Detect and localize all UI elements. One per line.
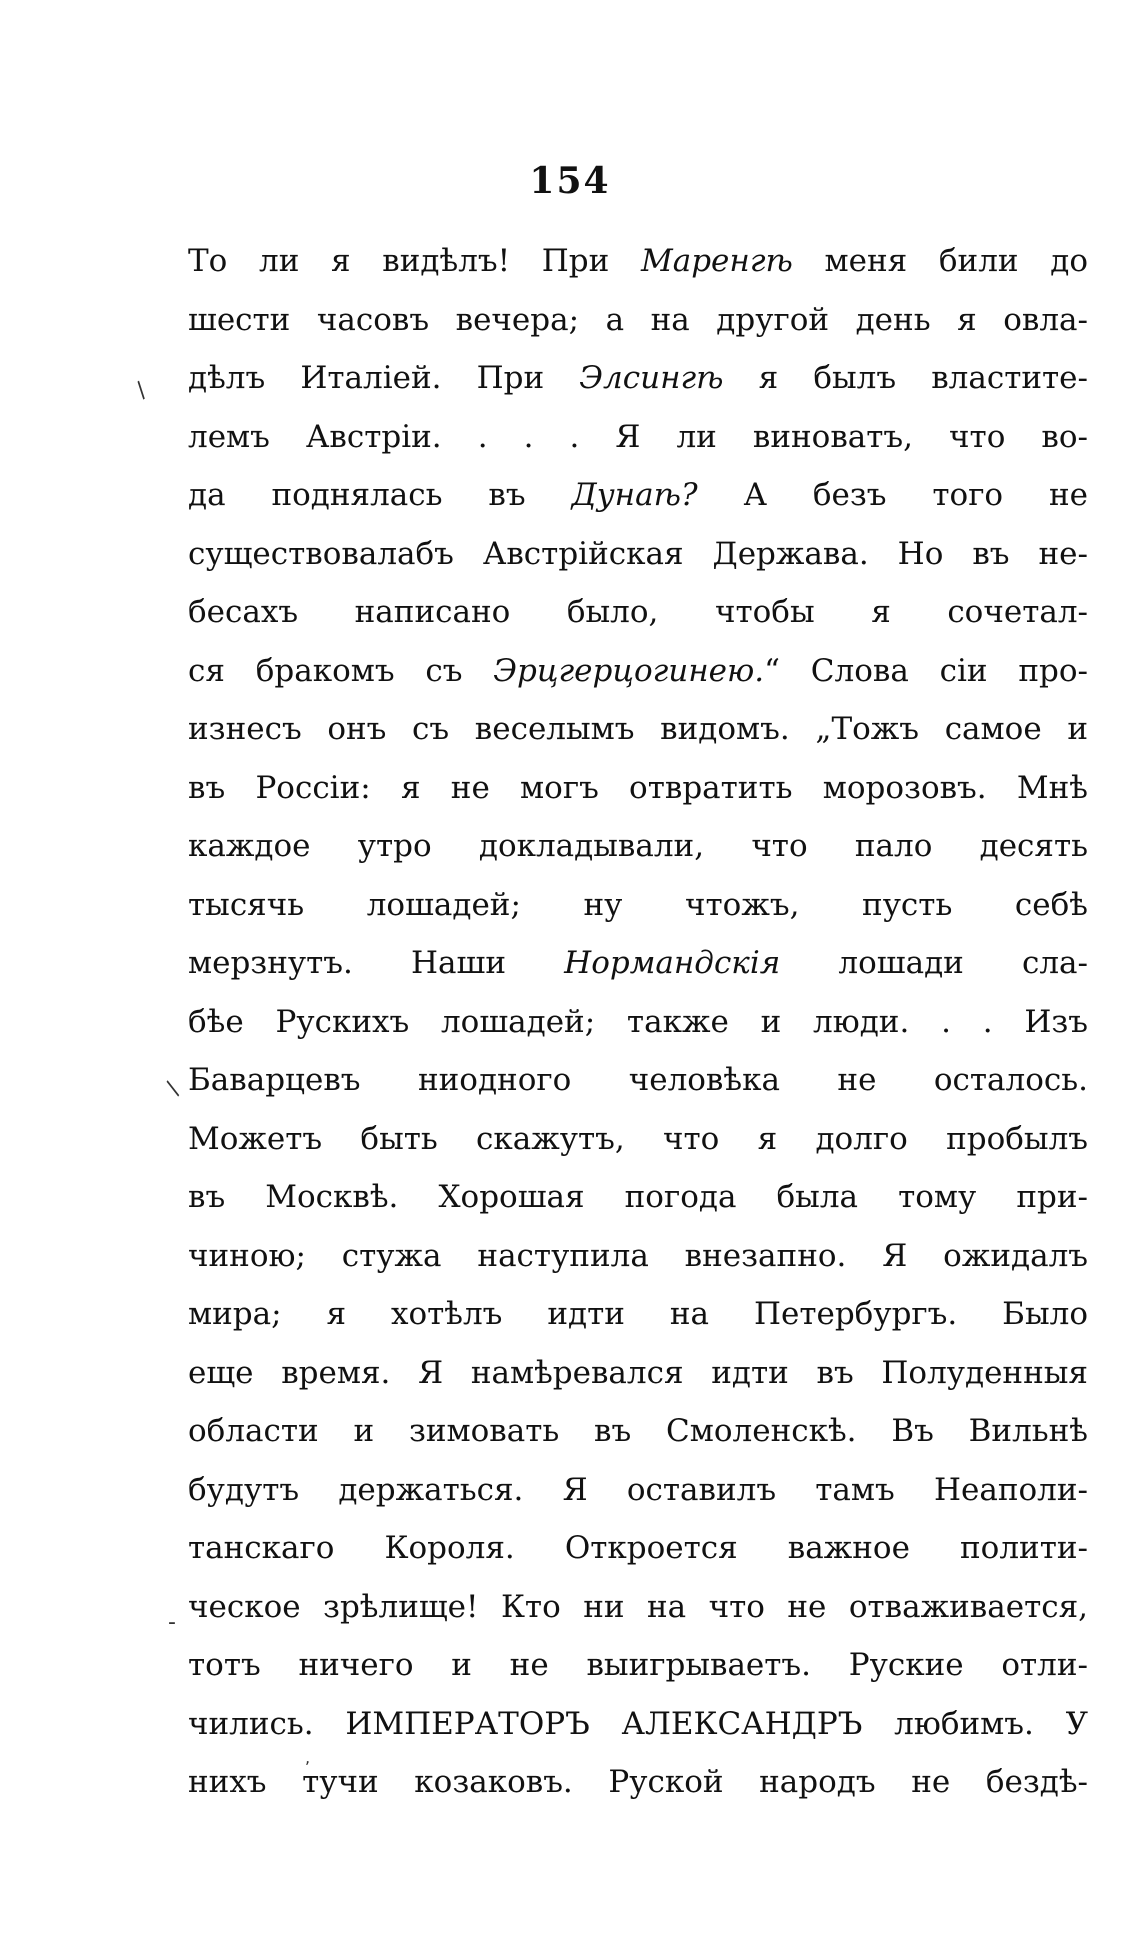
text-line: будутъ держаться. Я оставилъ тамъ Неаполи- xyxy=(188,1471,1088,1508)
italic-proper-name: Маренгѣ xyxy=(640,243,793,279)
page-number: 154 xyxy=(529,160,611,202)
text-line: каждое утро докладывали, что пало десять xyxy=(188,828,1088,864)
text-line: области и зимовать въ Смоленскѣ. Въ Вильнѣ xyxy=(188,1413,1088,1449)
italic-proper-name: Дунаѣ? xyxy=(571,477,698,513)
text-line: лемъ Австріи. . . . Я ли виноватъ, что во- xyxy=(188,418,1088,455)
margin-mark: / xyxy=(131,378,152,403)
margin-mark: / xyxy=(160,1078,186,1099)
text-line: Можетъ быть скажутъ, что я долго пробылъ xyxy=(188,1120,1088,1157)
text-line: нихъ тучи козаковъ. Руской народъ не бездѣ- xyxy=(188,1764,1088,1800)
body-text xyxy=(188,232,1088,1812)
text-line: мира; я хотѣлъ идти на Петербургъ. Было xyxy=(188,1296,1088,1332)
text-line: въ Москвѣ. Хорошая погода была тому при- xyxy=(188,1179,1088,1215)
text-line: мерзнутъ. Наши Нормандскія лошади сла- xyxy=(188,945,1088,981)
italic-proper-name: Элсингѣ xyxy=(579,360,724,396)
text-line: изнесъ онъ съ веселымъ видомъ. „Тожъ самое и xyxy=(188,711,1088,747)
italic-proper-name: Нормандскія xyxy=(564,945,781,981)
text-line: То ли я видѣлъ! При Маренгѣ меня били до xyxy=(188,243,1088,279)
text-line: бѣе Рускихъ лошадей; также и люди. . . Изъ xyxy=(188,1003,1088,1040)
text-line: въ Россіи: я не могъ отвратить морозовъ. Мнѣ xyxy=(188,769,1088,806)
text-line: чились. ИМПЕРАТОРЪ АЛЕКСАНДРЪ любимъ. У xyxy=(188,1705,1088,1742)
italic-proper-name: Эрцгерцогинею. xyxy=(493,652,765,689)
text-line: существовалабъ Австрійская Держава. Но въ не- xyxy=(188,535,1088,572)
text-line: еще время. Я намѣревался идти въ Полуденныя xyxy=(188,1354,1088,1391)
text-line: бесахъ написано было, чтобы я сочетал- xyxy=(188,594,1088,630)
margin-mark: ‐ xyxy=(168,1610,176,1635)
text-line: да поднялась въ Дунаѣ? А безъ того не xyxy=(188,477,1089,513)
text-line: танскаго Короля. Откроется важное полити- xyxy=(188,1530,1088,1566)
text-line: ся бракомъ съ Эрцгерцогинею.“ Слова сіи про- xyxy=(188,652,1088,689)
text-line: чиною; стужа наступила внезапно. Я ожидалъ xyxy=(188,1237,1088,1274)
text-line: ческое зрѣлище! Кто ни на что не отваживается, xyxy=(188,1588,1088,1625)
text-line: шести часовъ вечера; а на другой день я овла- xyxy=(188,301,1088,338)
margin-mark: , xyxy=(305,1748,311,1767)
text-line: Баварцевъ ниодного человѣка не осталось. xyxy=(188,1062,1088,1098)
text-line: тысячь лошадей; ну чтожъ, пусть себѣ xyxy=(188,886,1088,923)
text-line: тотъ ничего и не выигрываетъ. Руские отли- xyxy=(188,1647,1088,1683)
text-line: дѣлъ Италіей. При Элсингѣ я былъ властите- xyxy=(188,360,1088,396)
